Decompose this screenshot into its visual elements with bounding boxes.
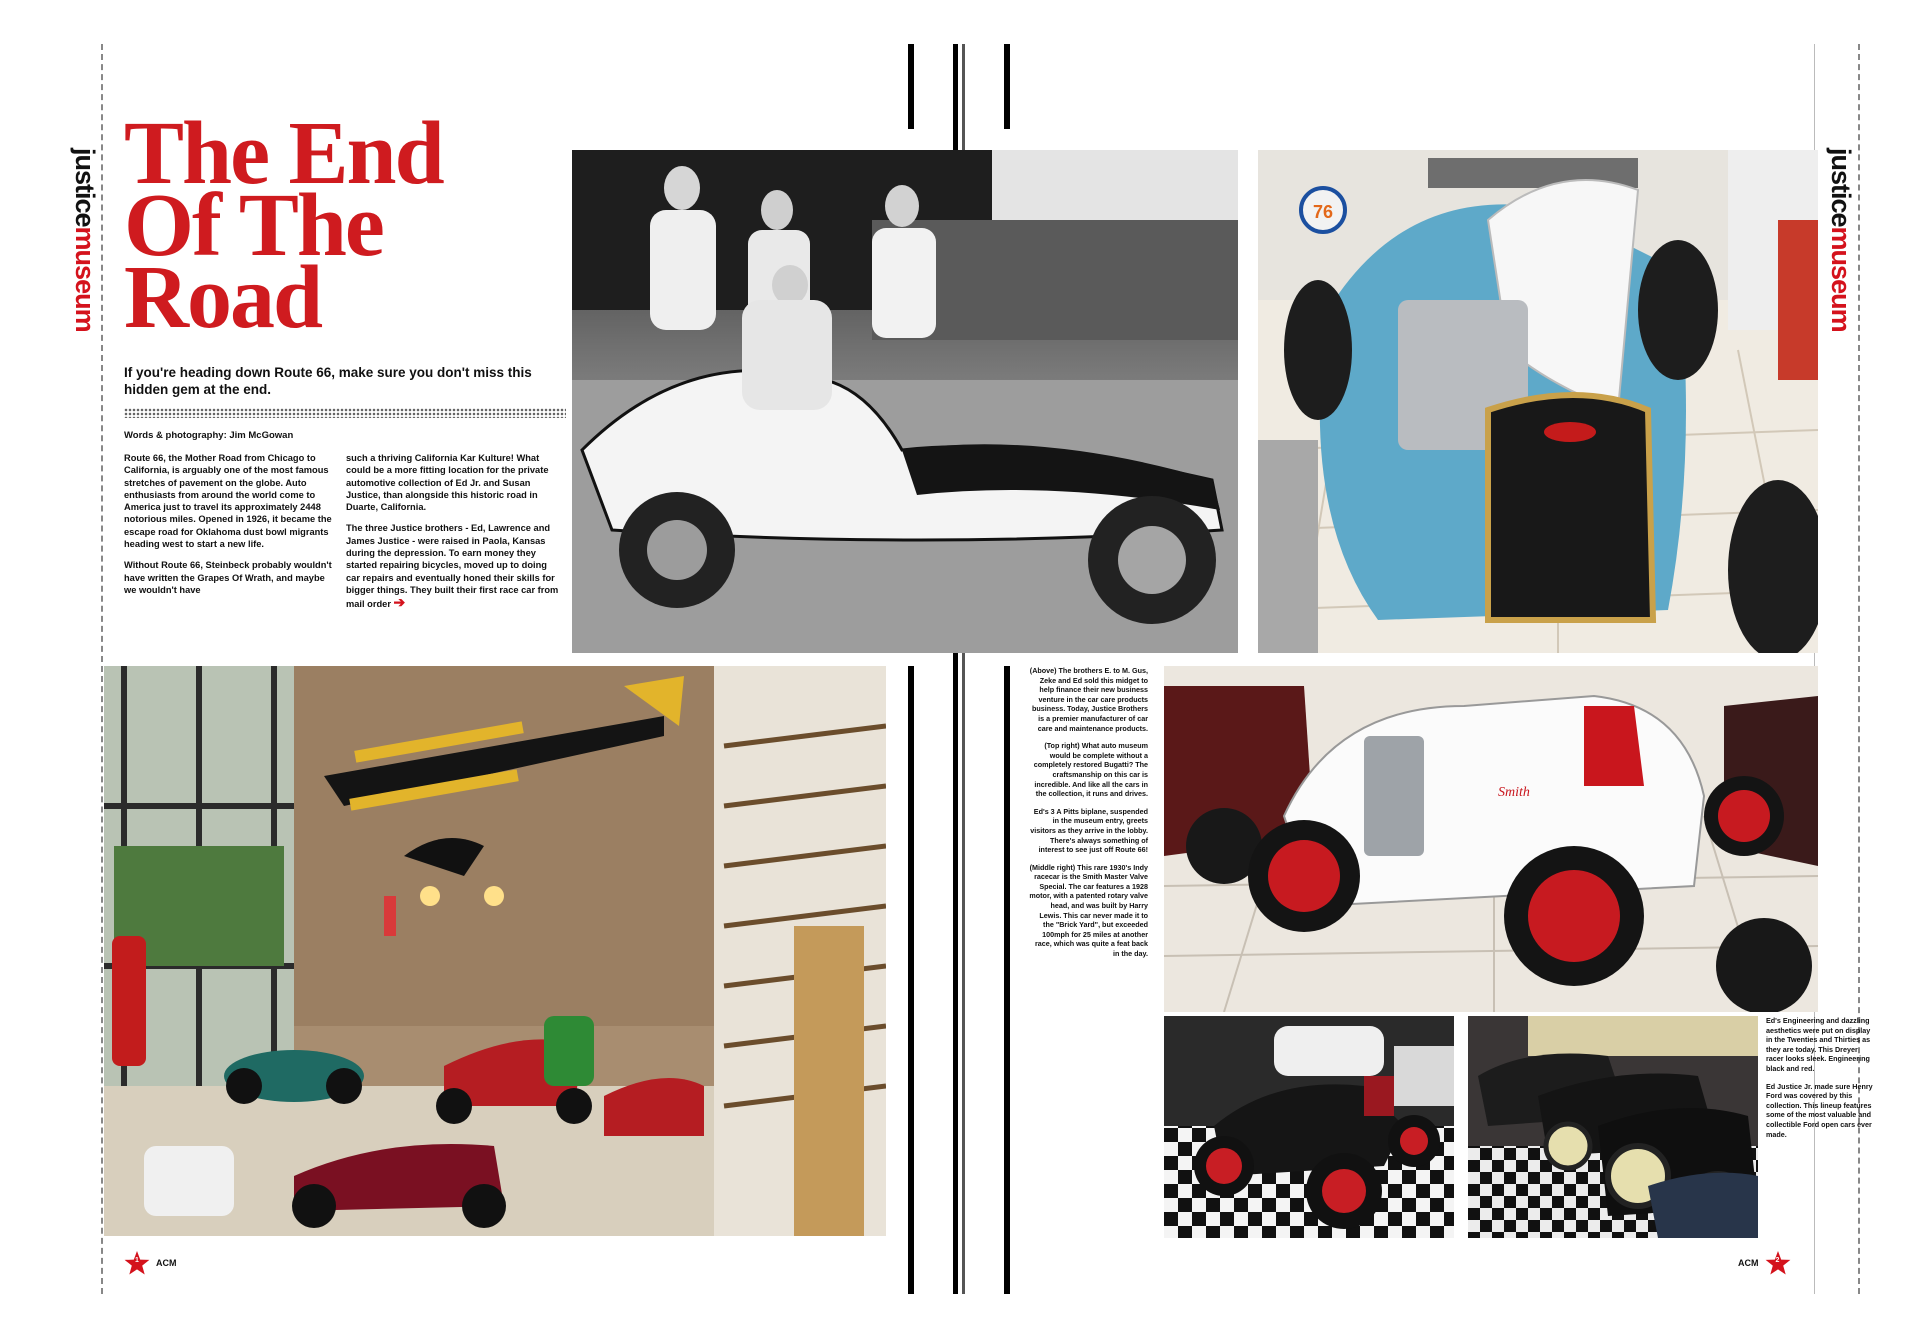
crop-mark-mid-left: [908, 666, 914, 1294]
standfirst: If you're heading down Route 66, make sure you don't miss this hidden gem at the end.: [124, 365, 532, 397]
photo-smith-master-valve-special: [1164, 666, 1818, 1012]
star-icon: [124, 1250, 150, 1276]
article-title: [124, 104, 544, 347]
star-icon: [1765, 1250, 1791, 1276]
title-line-3: Road: [124, 248, 322, 347]
photo-ford-lineup: [1468, 1016, 1758, 1238]
photo-museum-lobby: [104, 666, 886, 1236]
body-paragraph: The three Justice brothers - Ed, Lawrence and James Justice - were raised in Paola, Kansas during the depression. To earn money they started repairing bicycles, moved up to doing car repairs and eventually honed their skills for bigger things. They built their first race car from mail order ➔: [346, 523, 559, 611]
vintage-photo-illustration: [572, 150, 1238, 653]
left-page-edge: [101, 44, 103, 1294]
folio-left: [124, 1250, 177, 1276]
museum-lobby-illustration: [104, 666, 886, 1236]
page-number: 1: [135, 1257, 139, 1264]
photo-black-sprint-car: [1164, 1016, 1454, 1238]
folio-right: [1738, 1250, 1791, 1276]
title-line-2: Of The: [124, 176, 383, 275]
title-line-1: The End: [124, 104, 443, 203]
caption-above: (Above) The brothers E. to M. Gus, Zeke and Ed sold this midget to help finance their new business venture in the car care products business. Today, Justice Brothers is a premier manufacturer of car care and maintenance products.: [1029, 666, 1148, 733]
sprint-car-illustration: [1164, 1016, 1454, 1238]
white-racer-illustration: [1164, 666, 1818, 1012]
body-paragraph: Route 66, the Mother Road from Chicago to California, is arguably one of the most famous stretches of pavement on the globe. Auto enthusiasts from around the world come to America just to travel its approximately 2448 notorious miles. Opened in 1926, it became the escape road for Oklahoma dust bowl migrants heading west to start a new life.: [124, 453, 332, 550]
photo-captions: [1028, 666, 1148, 967]
continue-arrow-icon: ➔: [393, 594, 406, 611]
section-tag-left: justicemuseum: [70, 148, 100, 332]
photo-justice-brothers-midget: [572, 150, 1238, 653]
section-tag-right: justicemuseum: [1826, 148, 1856, 332]
caption-sprint-car: Ed's Engineering and dazzling aesthetics were put on display in the Twenties and Thirties as they are today. This Dreyer racer looks sleek. Engineering black and red.: [1766, 1016, 1871, 1073]
body-paragraph: Without Route 66, Steinbeck probably wouldn't have written the Grapes Of Wrath, and maybe we wouldn't have: [124, 560, 332, 595]
svg-text:Smith: Smith: [1498, 785, 1530, 800]
byline: Words & photography: Jim McGowan: [124, 430, 294, 441]
caption-top-right: (Top right) What auto museum would be complete without a completely restored Bugatti? The craftsmanship on this car is incredible. And like all the cars in the collection, it runs and drives.: [1033, 741, 1148, 799]
photo-blue-bugatti: [1258, 150, 1818, 653]
crop-mark-top-right: [1004, 44, 1010, 129]
body-paragraph: such a thriving California Kar Kulture! What could be a more fitting location for the private automotive collection of Ed Jr. and Susan Justice, than alongside this historic road in Duarte, California.: [346, 453, 549, 513]
caption-middle-right: (Middle right) This rare 1930's Indy racecar is the Smith Master Valve Special. The car features a 1928 motor, with a patented rotary valve head, and was built by Harry Lewis. This car never made it to the "Brick Yard", but exceeded 100mph for 25 miles at another race, which was quite a feat back in the day.: [1029, 862, 1148, 959]
body-column-2: [346, 452, 560, 620]
caption-biplane: Ed's 3 A Pitts biplane, suspended in the museum entry, greets visitors as they arrive in the lobby. There's always something of interest to see just off Route 66!: [1030, 806, 1148, 855]
caption-ford-lineup: Ed Justice Jr. made sure Henry Ford was covered by this collection. This lineup features some of the most valuable and collectible Ford open cars ever made.: [1766, 1081, 1873, 1139]
crop-mark-top-left: [908, 44, 914, 129]
crop-mark-mid-right: [1004, 666, 1010, 1294]
folio-brand: ACM: [156, 1258, 177, 1268]
svg-text:76: 76: [1312, 202, 1334, 222]
body-column-1: [124, 452, 334, 605]
folio-brand: ACM: [1738, 1258, 1759, 1268]
bugatti-illustration: [1258, 150, 1818, 653]
ford-lineup-illustration: [1468, 1016, 1758, 1238]
photo-captions-right: [1766, 1016, 1874, 1147]
page-number: 2: [1775, 1257, 1780, 1264]
dotted-rule: [124, 408, 566, 418]
